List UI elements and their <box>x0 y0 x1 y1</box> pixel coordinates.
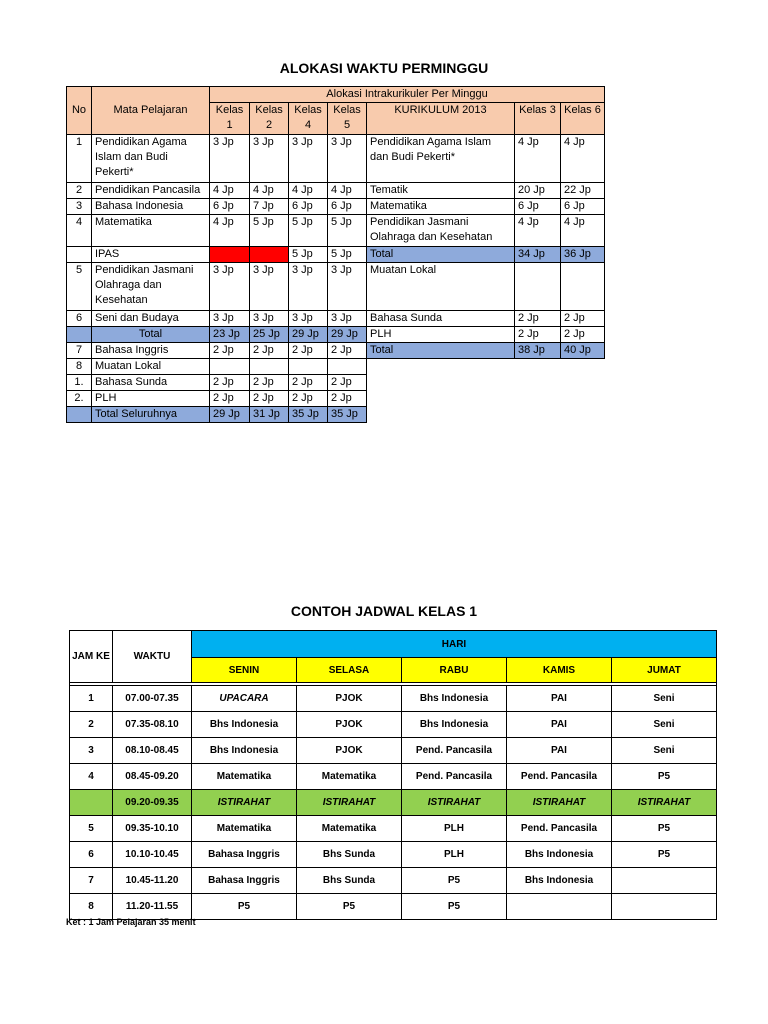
lesson-cell: Matematika <box>297 764 402 790</box>
grade-allocation <box>289 359 328 375</box>
k13-grade-allocation: 34 Jp <box>515 247 561 263</box>
row-number: 8 <box>67 359 92 375</box>
lesson-cell: Bahasa Inggris <box>192 868 297 894</box>
k13-grade-allocation: 4 Jp <box>561 135 605 183</box>
day-header: SENIN <box>192 658 297 683</box>
empty-cell <box>515 359 561 375</box>
subject-name: Pendidikan Agama Islam dan Budi Pekerti* <box>92 135 210 183</box>
subject-name: PLH <box>92 391 210 407</box>
lesson-cell: Bhs Indonesia <box>507 868 612 894</box>
lesson-cell: ISTIRAHAT <box>612 790 717 816</box>
grade-allocation: 5 Jp <box>289 215 328 247</box>
subject-name: Muatan Lokal <box>92 359 210 375</box>
lesson-cell: Bhs Indonesia <box>507 842 612 868</box>
header-kelas-2: Kelas 2 <box>250 103 289 135</box>
k13-grade-allocation: 2 Jp <box>561 327 605 343</box>
grade-allocation: 5 Jp <box>328 215 367 247</box>
period-time: 08.45-09.20 <box>113 764 192 790</box>
empty-cell <box>515 375 561 391</box>
allocation-row <box>67 263 605 311</box>
day-header: KAMIS <box>507 658 612 683</box>
grade-allocation: 3 Jp <box>250 263 289 311</box>
grade-allocation: 29 Jp <box>328 327 367 343</box>
lesson-cell: ISTIRAHAT <box>402 790 507 816</box>
header-kelas-4: Kelas 4 <box>289 103 328 135</box>
grade-allocation: 3 Jp <box>289 311 328 327</box>
day-header: JUMAT <box>612 658 717 683</box>
k13-subject-name: Bahasa Sunda <box>367 311 515 327</box>
row-number: 4 <box>67 215 92 247</box>
lesson-cell: P5 <box>612 764 717 790</box>
period-time: 10.45-11.20 <box>113 868 192 894</box>
period-number: 3 <box>70 738 113 764</box>
lesson-cell: Seni <box>612 686 717 712</box>
lesson-cell: P5 <box>402 868 507 894</box>
grade-allocation: 35 Jp <box>289 407 328 423</box>
period-number: 6 <box>70 842 113 868</box>
period-time: 11.20-11.55 <box>113 894 192 920</box>
lesson-cell <box>612 868 717 894</box>
period-number: 1 <box>70 686 113 712</box>
subject-name: Bahasa Sunda <box>92 375 210 391</box>
allocation-row <box>67 343 605 359</box>
empty-cell <box>561 359 605 375</box>
grade-allocation: 3 Jp <box>250 311 289 327</box>
grade-allocation: 6 Jp <box>210 199 250 215</box>
allocation-row <box>67 359 605 375</box>
grade-allocation: 2 Jp <box>250 375 289 391</box>
schedule-row <box>70 764 717 790</box>
grade-allocation: 2 Jp <box>289 375 328 391</box>
allocation-row <box>67 199 605 215</box>
grade-allocation: 4 Jp <box>289 183 328 199</box>
lesson-cell: PAI <box>507 738 612 764</box>
header-kurikulum-2013: KURIKULUM 2013 <box>367 103 515 135</box>
lesson-cell: PLH <box>402 816 507 842</box>
lesson-cell: PJOK <box>297 738 402 764</box>
period-time: 09.35-10.10 <box>113 816 192 842</box>
period-time: 10.10-10.45 <box>113 842 192 868</box>
grade-allocation: 35 Jp <box>328 407 367 423</box>
empty-cell <box>367 391 515 407</box>
grade-allocation: 4 Jp <box>250 183 289 199</box>
grade-allocation: 3 Jp <box>328 135 367 183</box>
lesson-cell: Bahasa Inggris <box>192 842 297 868</box>
grade-allocation: 3 Jp <box>210 263 250 311</box>
empty-cell <box>367 375 515 391</box>
header-hari: HARI <box>192 631 717 658</box>
lesson-cell <box>507 894 612 920</box>
k13-grade-allocation: 22 Jp <box>561 183 605 199</box>
grade-allocation: 2 Jp <box>210 343 250 359</box>
row-number: 2 <box>67 183 92 199</box>
row-number: 2. <box>67 391 92 407</box>
grade-allocation: 23 Jp <box>210 327 250 343</box>
header-mata-pelajaran: Mata Pelajaran <box>92 87 210 135</box>
k13-subject-name: Tematik <box>367 183 515 199</box>
subject-name: Seni dan Budaya <box>92 311 210 327</box>
subject-name: Total Seluruhnya <box>92 407 210 423</box>
grade-allocation: 2 Jp <box>250 391 289 407</box>
lesson-cell: PLH <box>402 842 507 868</box>
period-number: 5 <box>70 816 113 842</box>
grade-allocation: 2 Jp <box>250 343 289 359</box>
lesson-cell: PAI <box>507 686 612 712</box>
grade-allocation: 5 Jp <box>250 215 289 247</box>
k13-subject-name: PLH <box>367 327 515 343</box>
allocation-row <box>67 375 605 391</box>
row-number <box>67 247 92 263</box>
schedule-row <box>70 712 717 738</box>
header-kelas-3: Kelas 3 <box>515 103 561 135</box>
lesson-cell: Seni <box>612 712 717 738</box>
schedule-row <box>70 894 717 920</box>
grade-allocation: 5 Jp <box>289 247 328 263</box>
lesson-cell: Pend. Pancasila <box>507 764 612 790</box>
lesson-cell: Bhs Indonesia <box>402 712 507 738</box>
grade-allocation: 3 Jp <box>210 135 250 183</box>
grade-allocation: 2 Jp <box>328 391 367 407</box>
k13-subject-name: Matematika <box>367 199 515 215</box>
grade-allocation: 6 Jp <box>289 199 328 215</box>
lesson-cell: P5 <box>402 894 507 920</box>
lesson-cell: Bhs Sunda <box>297 842 402 868</box>
grade-allocation: 2 Jp <box>210 391 250 407</box>
k13-grade-allocation: 36 Jp <box>561 247 605 263</box>
empty-cell <box>561 375 605 391</box>
lesson-cell: ISTIRAHAT <box>297 790 402 816</box>
lesson-cell: Bhs Indonesia <box>192 738 297 764</box>
grade-allocation: 2 Jp <box>328 343 367 359</box>
schedule-note: Ket : 1 Jam Pelajaran 35 menit <box>66 917 196 927</box>
lesson-cell: P5 <box>612 816 717 842</box>
period-number: 7 <box>70 868 113 894</box>
subject-name: IPAS <box>92 247 210 263</box>
row-number <box>67 327 92 343</box>
lesson-cell: Matematika <box>192 764 297 790</box>
k13-subject-name: Muatan Lokal <box>367 263 515 311</box>
subject-name: Bahasa Inggris <box>92 343 210 359</box>
period-number <box>70 790 113 816</box>
schedule-row <box>70 842 717 868</box>
lesson-cell: PJOK <box>297 712 402 738</box>
grade-allocation: 4 Jp <box>210 183 250 199</box>
lesson-cell: P5 <box>192 894 297 920</box>
header-kelas-6: Kelas 6 <box>561 103 605 135</box>
empty-cell <box>561 407 605 423</box>
allocation-row <box>67 135 605 183</box>
k13-subject-name: Pendidikan Agama Islam dan Budi Pekerti* <box>367 135 515 183</box>
grade-allocation: 2 Jp <box>289 343 328 359</box>
lesson-cell: ISTIRAHAT <box>507 790 612 816</box>
header-kelas-1: Kelas 1 <box>210 103 250 135</box>
allocation-row <box>67 391 605 407</box>
k13-grade-allocation: 2 Jp <box>515 311 561 327</box>
grade-allocation: 7 Jp <box>250 199 289 215</box>
header-alokasi: Alokasi Intrakurikuler Per Minggu <box>210 87 605 103</box>
allocation-table <box>66 86 605 423</box>
schedule-row <box>70 686 717 712</box>
empty-cell <box>561 391 605 407</box>
lesson-cell: Bhs Indonesia <box>192 712 297 738</box>
lesson-cell: PJOK <box>297 686 402 712</box>
empty-cell <box>515 407 561 423</box>
allocation-row <box>67 407 605 423</box>
allocation-row <box>67 247 605 263</box>
period-time: 07.35-08.10 <box>113 712 192 738</box>
k13-subject-name: Pendidikan Jasmani Olahraga dan Kesehatan <box>367 215 515 247</box>
grade-allocation: 4 Jp <box>328 183 367 199</box>
period-time: 08.10-08.45 <box>113 738 192 764</box>
lesson-cell: Pend. Pancasila <box>402 764 507 790</box>
k13-subject-name: Total <box>367 247 515 263</box>
grade-allocation: 3 Jp <box>210 311 250 327</box>
period-number: 2 <box>70 712 113 738</box>
row-number: 6 <box>67 311 92 327</box>
schedule-table <box>69 630 717 920</box>
allocation-row <box>67 215 605 247</box>
grade-allocation: 5 Jp <box>328 247 367 263</box>
lesson-cell: P5 <box>612 842 717 868</box>
k13-grade-allocation: 2 Jp <box>515 327 561 343</box>
schedule-row <box>70 868 717 894</box>
header-waktu: WAKTU <box>113 631 192 683</box>
schedule-row <box>70 738 717 764</box>
k13-grade-allocation: 6 Jp <box>561 199 605 215</box>
allocation-row <box>67 311 605 327</box>
grade-allocation <box>210 359 250 375</box>
lesson-cell: Matematika <box>297 816 402 842</box>
k13-grade-allocation <box>515 263 561 311</box>
lesson-cell: P5 <box>297 894 402 920</box>
k13-grade-allocation: 4 Jp <box>515 135 561 183</box>
lesson-cell: PAI <box>507 712 612 738</box>
empty-cell <box>367 407 515 423</box>
schedule-title: CONTOH JADWAL KELAS 1 <box>290 603 478 619</box>
k13-subject-name: Total <box>367 343 515 359</box>
header-jam-ke: JAM KE <box>70 631 113 683</box>
k13-grade-allocation: 4 Jp <box>561 215 605 247</box>
lesson-cell: UPACARA <box>192 686 297 712</box>
lesson-cell: Pend. Pancasila <box>507 816 612 842</box>
k13-grade-allocation: 4 Jp <box>515 215 561 247</box>
lesson-cell: Matematika <box>192 816 297 842</box>
grade-allocation <box>210 247 250 263</box>
row-number: 7 <box>67 343 92 359</box>
k13-grade-allocation: 40 Jp <box>561 343 605 359</box>
row-number: 5 <box>67 263 92 311</box>
grade-allocation: 2 Jp <box>210 375 250 391</box>
grade-allocation: 3 Jp <box>289 135 328 183</box>
lesson-cell <box>612 894 717 920</box>
allocation-row <box>67 183 605 199</box>
lesson-cell: Bhs Indonesia <box>402 686 507 712</box>
grade-allocation: 2 Jp <box>289 391 328 407</box>
grade-allocation: 29 Jp <box>210 407 250 423</box>
lesson-cell: ISTIRAHAT <box>192 790 297 816</box>
row-number: 3 <box>67 199 92 215</box>
lesson-cell: Pend. Pancasila <box>402 738 507 764</box>
grade-allocation: 2 Jp <box>328 375 367 391</box>
period-time: 07.00-07.35 <box>113 686 192 712</box>
allocation-row <box>67 327 605 343</box>
schedule-row <box>70 790 717 816</box>
day-header: SELASA <box>297 658 402 683</box>
row-number: 1. <box>67 375 92 391</box>
grade-allocation <box>250 359 289 375</box>
period-number: 4 <box>70 764 113 790</box>
row-number <box>67 407 92 423</box>
period-time: 09.20-09.35 <box>113 790 192 816</box>
grade-allocation: 31 Jp <box>250 407 289 423</box>
empty-cell <box>515 391 561 407</box>
subject-name: Matematika <box>92 215 210 247</box>
grade-allocation: 3 Jp <box>289 263 328 311</box>
subject-name: Pendidikan Pancasila <box>92 183 210 199</box>
k13-grade-allocation <box>561 263 605 311</box>
k13-grade-allocation: 6 Jp <box>515 199 561 215</box>
subject-name: Pendidikan Jasmani Olahraga dan Kesehatan <box>92 263 210 311</box>
grade-allocation: 6 Jp <box>328 199 367 215</box>
grade-allocation: 3 Jp <box>328 311 367 327</box>
row-number: 1 <box>67 135 92 183</box>
grade-allocation: 25 Jp <box>250 327 289 343</box>
day-header: RABU <box>402 658 507 683</box>
period-number: 8 <box>70 894 113 920</box>
grade-allocation: 3 Jp <box>328 263 367 311</box>
allocation-title: ALOKASI WAKTU PERMINGGU <box>279 60 489 76</box>
grade-allocation <box>250 247 289 263</box>
subject-name: Total <box>92 327 210 343</box>
lesson-cell: Bhs Sunda <box>297 868 402 894</box>
grade-allocation: 29 Jp <box>289 327 328 343</box>
grade-allocation: 3 Jp <box>250 135 289 183</box>
k13-grade-allocation: 2 Jp <box>561 311 605 327</box>
lesson-cell: Seni <box>612 738 717 764</box>
k13-grade-allocation: 20 Jp <box>515 183 561 199</box>
empty-cell <box>367 359 515 375</box>
subject-name: Bahasa Indonesia <box>92 199 210 215</box>
grade-allocation <box>328 359 367 375</box>
schedule-row <box>70 816 717 842</box>
header-kelas-5: Kelas 5 <box>328 103 367 135</box>
k13-grade-allocation: 38 Jp <box>515 343 561 359</box>
header-no: No <box>67 87 92 135</box>
grade-allocation: 4 Jp <box>210 215 250 247</box>
